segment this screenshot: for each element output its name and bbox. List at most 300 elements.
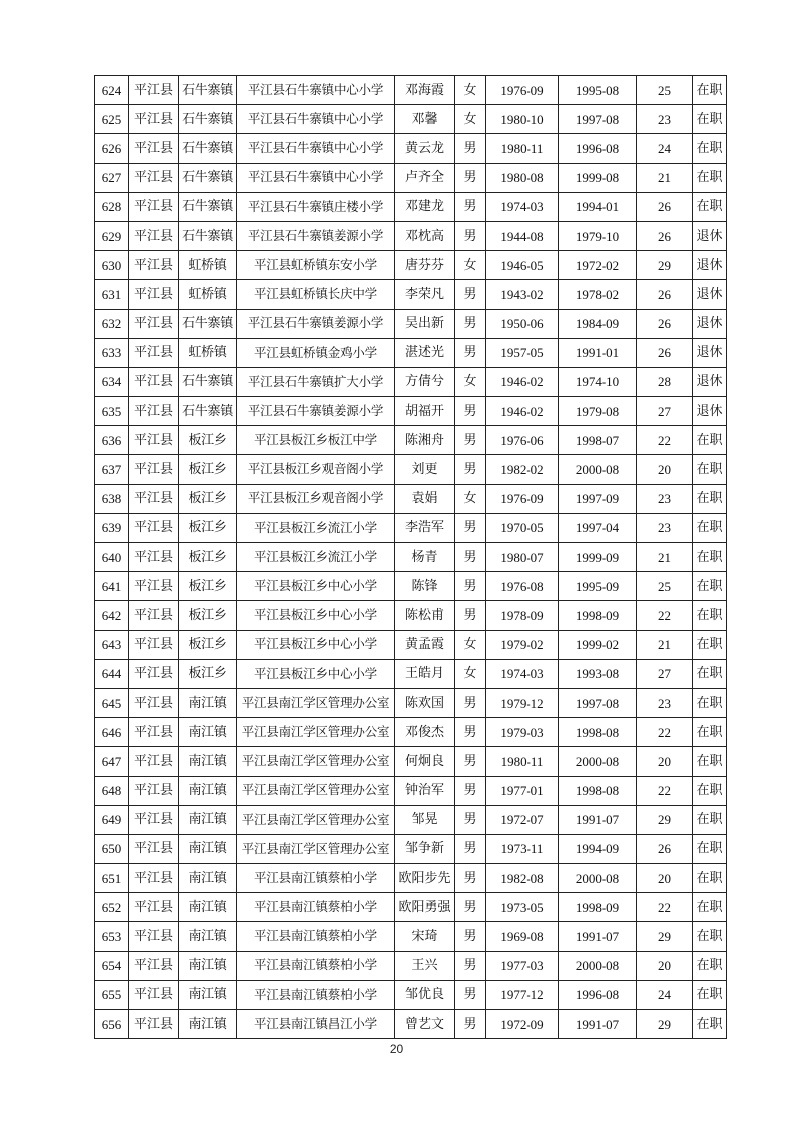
school-cell: 平江县石牛寨镇中心小学 [237,76,395,105]
row-number: 645 [95,688,129,717]
birth-date-cell: 1976-09 [486,76,559,105]
birth-date-cell: 1969-08 [486,922,559,951]
service-years-cell: 27 [637,397,693,426]
table-row [95,338,727,367]
status-cell: 在职 [693,105,727,134]
school-cell: 平江县石牛寨镇中心小学 [237,134,395,163]
status-cell: 在职 [693,834,727,863]
row-number: 626 [95,134,129,163]
town-cell: 石牛寨镇 [179,192,237,221]
table-row [95,192,727,221]
school-cell: 平江县板江乡中心小学 [237,659,395,688]
birth-date-cell: 1970-05 [486,513,559,542]
service-years-cell: 23 [637,105,693,134]
table-row [95,367,727,396]
service-years-cell: 28 [637,367,693,396]
row-number: 653 [95,922,129,951]
table-row [95,76,727,105]
status-cell: 在职 [693,805,727,834]
county-cell: 平江县 [129,367,179,396]
table-row [95,163,727,192]
service-years-cell: 26 [637,221,693,250]
row-number: 651 [95,864,129,893]
status-cell: 在职 [693,601,727,630]
row-number: 647 [95,747,129,776]
school-cell: 平江县板江乡中心小学 [237,630,395,659]
town-cell: 板江乡 [179,426,237,455]
service-years-cell: 24 [637,134,693,163]
table-row [95,893,727,922]
work-start-date-cell: 1994-01 [559,192,637,221]
service-years-cell: 22 [637,601,693,630]
birth-date-cell: 1978-09 [486,601,559,630]
service-years-cell: 29 [637,251,693,280]
table-row [95,543,727,572]
birth-date-cell: 1957-05 [486,338,559,367]
status-cell: 退休 [693,309,727,338]
table-row [95,834,727,863]
county-cell: 平江县 [129,951,179,980]
table-row [95,572,727,601]
school-cell: 平江县石牛寨镇中心小学 [237,163,395,192]
table-row [95,105,727,134]
birth-date-cell: 1973-11 [486,834,559,863]
school-cell: 平江县石牛寨镇姜源小学 [237,397,395,426]
work-start-date-cell: 1984-09 [559,309,637,338]
gender-cell: 男 [455,601,486,630]
county-cell: 平江县 [129,105,179,134]
county-cell: 平江县 [129,309,179,338]
teacher-name-cell: 吴出新 [395,309,455,338]
teacher-name-cell: 邓枕高 [395,221,455,250]
service-years-cell: 29 [637,922,693,951]
county-cell: 平江县 [129,484,179,513]
birth-date-cell: 1946-02 [486,397,559,426]
gender-cell: 女 [455,659,486,688]
town-cell: 南江镇 [179,805,237,834]
status-cell: 退休 [693,221,727,250]
gender-cell: 男 [455,134,486,163]
service-years-cell: 23 [637,484,693,513]
teacher-name-cell: 胡福开 [395,397,455,426]
table-row [95,659,727,688]
work-start-date-cell: 1998-08 [559,776,637,805]
birth-date-cell: 1943-02 [486,280,559,309]
teacher-name-cell: 唐芬芬 [395,251,455,280]
service-years-cell: 29 [637,1010,693,1039]
status-cell: 退休 [693,338,727,367]
page-number: 20 [389,1042,404,1056]
birth-date-cell: 1973-05 [486,893,559,922]
work-start-date-cell: 1995-08 [559,76,637,105]
service-years-cell: 27 [637,659,693,688]
school-cell: 平江县南江学区管理办公室 [237,834,395,863]
service-years-cell: 22 [637,426,693,455]
status-cell: 在职 [693,980,727,1009]
county-cell: 平江县 [129,455,179,484]
work-start-date-cell: 1999-09 [559,543,637,572]
town-cell: 南江镇 [179,951,237,980]
town-cell: 石牛寨镇 [179,163,237,192]
birth-date-cell: 1972-09 [486,1010,559,1039]
table-row [95,134,727,163]
row-number: 632 [95,309,129,338]
gender-cell: 男 [455,513,486,542]
row-number: 640 [95,543,129,572]
row-number: 639 [95,513,129,542]
school-cell: 平江县南江镇蔡柏小学 [237,951,395,980]
status-cell: 在职 [693,543,727,572]
county-cell: 平江县 [129,572,179,601]
status-cell: 在职 [693,426,727,455]
birth-date-cell: 1950-06 [486,309,559,338]
work-start-date-cell: 1979-08 [559,397,637,426]
gender-cell: 男 [455,455,486,484]
town-cell: 石牛寨镇 [179,309,237,338]
teacher-name-cell: 陈锋 [395,572,455,601]
work-start-date-cell: 1994-09 [559,834,637,863]
gender-cell: 男 [455,893,486,922]
table-row [95,864,727,893]
school-cell: 平江县板江乡板江中学 [237,426,395,455]
teacher-name-cell: 邓馨 [395,105,455,134]
town-cell: 虹桥镇 [179,280,237,309]
teacher-name-cell: 陈湘舟 [395,426,455,455]
birth-date-cell: 1974-03 [486,659,559,688]
table-row [95,718,727,747]
town-cell: 板江乡 [179,455,237,484]
gender-cell: 女 [455,76,486,105]
county-cell: 平江县 [129,513,179,542]
birth-date-cell: 1944-08 [486,221,559,250]
county-cell: 平江县 [129,397,179,426]
teacher-name-cell: 邓俊杰 [395,718,455,747]
school-cell: 平江县南江镇蔡柏小学 [237,864,395,893]
table-row [95,280,727,309]
teacher-name-cell: 邓海霞 [395,76,455,105]
table-row [95,805,727,834]
work-start-date-cell: 1996-08 [559,980,637,1009]
teacher-name-cell: 刘更 [395,455,455,484]
birth-date-cell: 1979-12 [486,688,559,717]
school-cell: 平江县南江镇蔡柏小学 [237,922,395,951]
town-cell: 板江乡 [179,484,237,513]
table-row [95,630,727,659]
school-cell: 平江县板江乡流江小学 [237,543,395,572]
row-number: 631 [95,280,129,309]
town-cell: 石牛寨镇 [179,397,237,426]
birth-date-cell: 1980-08 [486,163,559,192]
service-years-cell: 26 [637,338,693,367]
row-number: 638 [95,484,129,513]
gender-cell: 女 [455,105,486,134]
service-years-cell: 26 [637,192,693,221]
work-start-date-cell: 1999-02 [559,630,637,659]
gender-cell: 男 [455,688,486,717]
row-number: 630 [95,251,129,280]
work-start-date-cell: 1998-07 [559,426,637,455]
town-cell: 板江乡 [179,630,237,659]
town-cell: 板江乡 [179,572,237,601]
status-cell: 在职 [693,513,727,542]
county-cell: 平江县 [129,718,179,747]
work-start-date-cell: 1999-08 [559,163,637,192]
gender-cell: 男 [455,776,486,805]
teacher-roster-table [94,75,727,1039]
gender-cell: 女 [455,251,486,280]
teacher-name-cell: 邓建龙 [395,192,455,221]
row-number: 655 [95,980,129,1009]
school-cell: 平江县南江学区管理办公室 [237,688,395,717]
table-row [95,251,727,280]
gender-cell: 男 [455,221,486,250]
county-cell: 平江县 [129,980,179,1009]
work-start-date-cell: 1978-02 [559,280,637,309]
school-cell: 平江县南江镇蔡柏小学 [237,893,395,922]
school-cell: 平江县板江乡观音阁小学 [237,484,395,513]
birth-date-cell: 1976-09 [486,484,559,513]
status-cell: 在职 [693,192,727,221]
status-cell: 在职 [693,659,727,688]
town-cell: 板江乡 [179,513,237,542]
school-cell: 平江县石牛寨镇扩大小学 [237,367,395,396]
county-cell: 平江县 [129,864,179,893]
teacher-name-cell: 黄云龙 [395,134,455,163]
row-number: 624 [95,76,129,105]
county-cell: 平江县 [129,280,179,309]
town-cell: 南江镇 [179,1010,237,1039]
teacher-name-cell: 李荣凡 [395,280,455,309]
birth-date-cell: 1979-03 [486,718,559,747]
service-years-cell: 21 [637,543,693,572]
county-cell: 平江县 [129,221,179,250]
teacher-name-cell: 黄孟霞 [395,630,455,659]
county-cell: 平江县 [129,659,179,688]
status-cell: 在职 [693,893,727,922]
service-years-cell: 22 [637,893,693,922]
table-row [95,426,727,455]
gender-cell: 男 [455,864,486,893]
town-cell: 南江镇 [179,922,237,951]
school-cell: 平江县南江学区管理办公室 [237,776,395,805]
work-start-date-cell: 1998-09 [559,601,637,630]
table-row [95,776,727,805]
row-number: 654 [95,951,129,980]
teacher-name-cell: 宋琦 [395,922,455,951]
town-cell: 石牛寨镇 [179,76,237,105]
county-cell: 平江县 [129,543,179,572]
status-cell: 在职 [693,1010,727,1039]
teacher-name-cell: 何炯良 [395,747,455,776]
school-cell: 平江县南江学区管理办公室 [237,718,395,747]
county-cell: 平江县 [129,747,179,776]
work-start-date-cell: 1998-08 [559,718,637,747]
town-cell: 南江镇 [179,747,237,776]
county-cell: 平江县 [129,163,179,192]
service-years-cell: 25 [637,572,693,601]
school-cell: 平江县南江学区管理办公室 [237,805,395,834]
work-start-date-cell: 2000-08 [559,864,637,893]
town-cell: 石牛寨镇 [179,134,237,163]
teacher-name-cell: 李浩军 [395,513,455,542]
table-row [95,221,727,250]
county-cell: 平江县 [129,338,179,367]
row-number: 649 [95,805,129,834]
table-row [95,601,727,630]
row-number: 648 [95,776,129,805]
town-cell: 南江镇 [179,980,237,1009]
work-start-date-cell: 2000-08 [559,951,637,980]
town-cell: 南江镇 [179,893,237,922]
county-cell: 平江县 [129,251,179,280]
birth-date-cell: 1980-10 [486,105,559,134]
gender-cell: 男 [455,980,486,1009]
status-cell: 在职 [693,688,727,717]
row-number: 643 [95,630,129,659]
row-number: 641 [95,572,129,601]
service-years-cell: 20 [637,747,693,776]
work-start-date-cell: 1974-10 [559,367,637,396]
service-years-cell: 21 [637,163,693,192]
table-row [95,513,727,542]
service-years-cell: 20 [637,951,693,980]
teacher-name-cell: 卢齐全 [395,163,455,192]
school-cell: 平江县板江乡中心小学 [237,601,395,630]
birth-date-cell: 1982-02 [486,455,559,484]
county-cell: 平江县 [129,192,179,221]
town-cell: 虹桥镇 [179,251,237,280]
gender-cell: 男 [455,426,486,455]
row-number: 644 [95,659,129,688]
row-number: 633 [95,338,129,367]
school-cell: 平江县板江乡观音阁小学 [237,455,395,484]
work-start-date-cell: 1995-09 [559,572,637,601]
table-row [95,309,727,338]
county-cell: 平江县 [129,1010,179,1039]
work-start-date-cell: 1991-07 [559,922,637,951]
table-row [95,922,727,951]
status-cell: 在职 [693,76,727,105]
school-cell: 平江县虹桥镇长庆中学 [237,280,395,309]
work-start-date-cell: 1998-09 [559,893,637,922]
work-start-date-cell: 1997-08 [559,688,637,717]
gender-cell: 男 [455,192,486,221]
teacher-name-cell: 王兴 [395,951,455,980]
work-start-date-cell: 1979-10 [559,221,637,250]
town-cell: 南江镇 [179,776,237,805]
service-years-cell: 25 [637,76,693,105]
birth-date-cell: 1980-07 [486,543,559,572]
gender-cell: 男 [455,397,486,426]
teacher-name-cell: 欧阳步先 [395,864,455,893]
status-cell: 在职 [693,163,727,192]
service-years-cell: 26 [637,834,693,863]
work-start-date-cell: 1972-02 [559,251,637,280]
row-number: 656 [95,1010,129,1039]
roster-body [95,76,727,1039]
county-cell: 平江县 [129,630,179,659]
status-cell: 退休 [693,251,727,280]
teacher-name-cell: 欧阳勇强 [395,893,455,922]
birth-date-cell: 1976-08 [486,572,559,601]
birth-date-cell: 1982-08 [486,864,559,893]
school-cell: 平江县板江乡中心小学 [237,572,395,601]
birth-date-cell: 1946-02 [486,367,559,396]
service-years-cell: 22 [637,776,693,805]
birth-date-cell: 1972-07 [486,805,559,834]
teacher-name-cell: 陈欢国 [395,688,455,717]
service-years-cell: 26 [637,309,693,338]
school-cell: 平江县石牛寨镇庄楼小学 [237,192,395,221]
service-years-cell: 23 [637,513,693,542]
gender-cell: 女 [455,484,486,513]
town-cell: 南江镇 [179,718,237,747]
table-row [95,484,727,513]
school-cell: 平江县虹桥镇金鸡小学 [237,338,395,367]
row-number: 650 [95,834,129,863]
school-cell: 平江县南江镇昌江小学 [237,1010,395,1039]
town-cell: 南江镇 [179,864,237,893]
county-cell: 平江县 [129,688,179,717]
status-cell: 在职 [693,572,727,601]
gender-cell: 男 [455,338,486,367]
table-row [95,747,727,776]
county-cell: 平江县 [129,76,179,105]
work-start-date-cell: 1997-08 [559,105,637,134]
teacher-name-cell: 钟治军 [395,776,455,805]
table-row [95,980,727,1009]
county-cell: 平江县 [129,601,179,630]
status-cell: 在职 [693,134,727,163]
status-cell: 在职 [693,718,727,747]
row-number: 635 [95,397,129,426]
town-cell: 石牛寨镇 [179,105,237,134]
gender-cell: 男 [455,1010,486,1039]
town-cell: 板江乡 [179,601,237,630]
row-number: 629 [95,221,129,250]
town-cell: 板江乡 [179,543,237,572]
county-cell: 平江县 [129,134,179,163]
table-row [95,1010,727,1039]
birth-date-cell: 1977-01 [486,776,559,805]
status-cell: 在职 [693,630,727,659]
school-cell: 平江县虹桥镇东安小学 [237,251,395,280]
status-cell: 退休 [693,280,727,309]
gender-cell: 女 [455,367,486,396]
service-years-cell: 21 [637,630,693,659]
school-cell: 平江县南江镇蔡柏小学 [237,980,395,1009]
status-cell: 在职 [693,484,727,513]
row-number: 642 [95,601,129,630]
row-number: 634 [95,367,129,396]
county-cell: 平江县 [129,893,179,922]
birth-date-cell: 1977-03 [486,951,559,980]
town-cell: 虹桥镇 [179,338,237,367]
status-cell: 在职 [693,747,727,776]
row-number: 652 [95,893,129,922]
school-cell: 平江县石牛寨镇姜源小学 [237,309,395,338]
teacher-name-cell: 方倩兮 [395,367,455,396]
teacher-name-cell: 邹优良 [395,980,455,1009]
gender-cell: 男 [455,922,486,951]
birth-date-cell: 1980-11 [486,134,559,163]
gender-cell: 男 [455,572,486,601]
county-cell: 平江县 [129,805,179,834]
town-cell: 南江镇 [179,834,237,863]
birth-date-cell: 1946-05 [486,251,559,280]
birth-date-cell: 1979-02 [486,630,559,659]
teacher-name-cell: 邹晃 [395,805,455,834]
